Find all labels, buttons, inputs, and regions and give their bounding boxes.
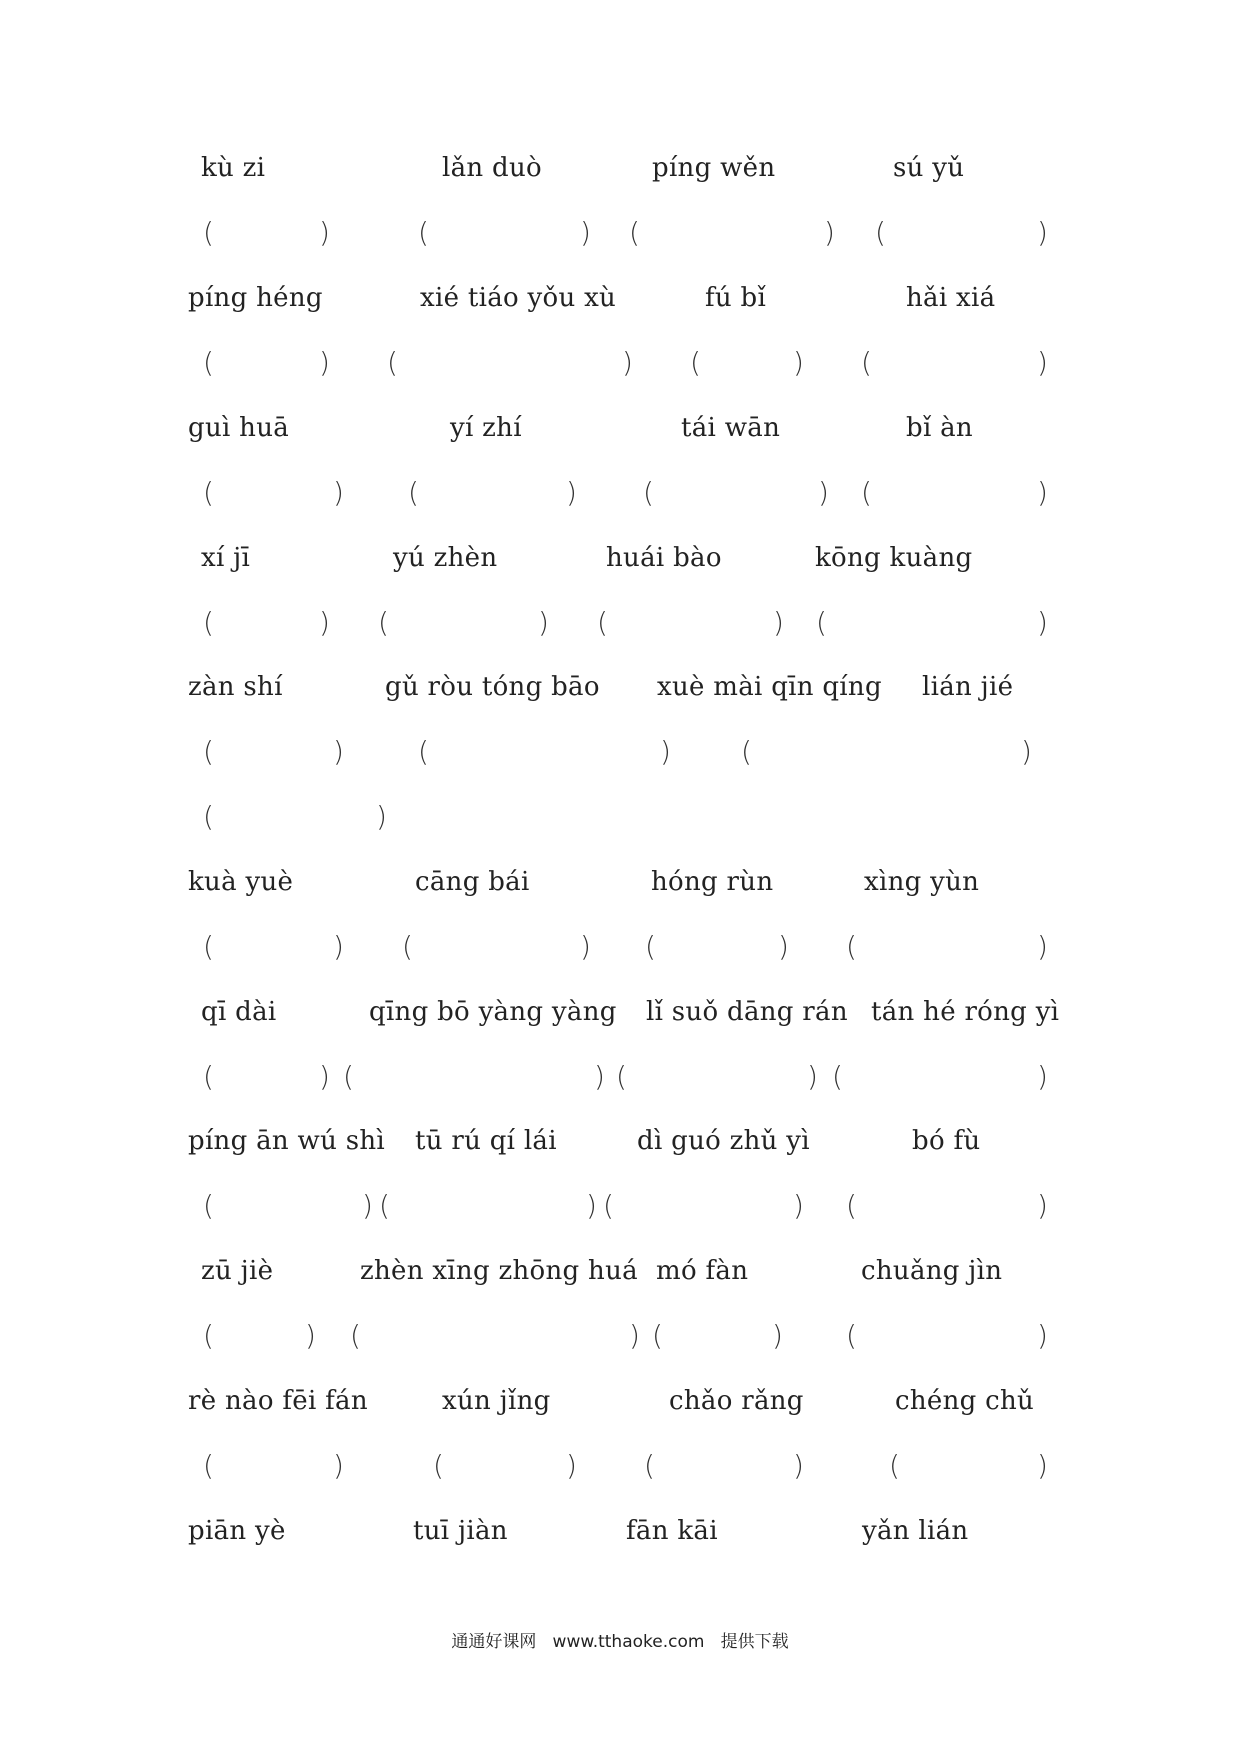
close-paren: ) <box>660 735 671 768</box>
open-paren: ( <box>203 735 214 768</box>
pinyin-word: tái wān <box>681 413 781 443</box>
pinyin-word: píng héng <box>188 283 323 313</box>
pinyin-word: fú bǐ <box>705 283 767 313</box>
close-paren: ) <box>319 216 330 249</box>
pinyin-word: lǎn duò <box>442 153 542 183</box>
open-paren: ( <box>203 800 214 833</box>
open-paren: ( <box>418 735 429 768</box>
open-paren: ( <box>203 1449 214 1482</box>
close-paren: ) <box>1037 216 1048 249</box>
pinyin-word: lián jié <box>922 672 1014 702</box>
pinyin-word: zū jiè <box>201 1256 274 1286</box>
open-paren: ( <box>203 1319 214 1352</box>
open-paren: ( <box>433 1449 444 1482</box>
pinyin-word: lǐ suǒ dāng rán <box>646 997 848 1027</box>
pinyin-word: bǐ àn <box>906 413 973 443</box>
open-paren: ( <box>418 216 429 249</box>
pinyin-row-3 <box>0 406 1240 450</box>
pinyin-word: yú zhèn <box>393 543 498 573</box>
open-paren: ( <box>861 476 872 509</box>
pinyin-word: kōng kuàng <box>815 543 973 573</box>
close-paren: ) <box>319 346 330 379</box>
pinyin-word: mó fàn <box>656 1256 749 1286</box>
pinyin-word: dì guó zhǔ yì <box>637 1126 810 1156</box>
close-paren: ) <box>778 930 789 963</box>
close-paren: ) <box>818 476 829 509</box>
pinyin-word: tán hé róng yì <box>871 997 1060 1027</box>
close-paren: ) <box>1037 476 1048 509</box>
close-paren: ) <box>580 216 591 249</box>
open-paren: ( <box>652 1319 663 1352</box>
pinyin-word: zàn shí <box>188 672 283 702</box>
open-paren: ( <box>889 1449 900 1482</box>
pinyin-row-2 <box>0 276 1240 320</box>
open-paren: ( <box>408 476 419 509</box>
open-paren: ( <box>846 930 857 963</box>
close-paren: ) <box>1037 346 1048 379</box>
open-paren: ( <box>616 1060 627 1093</box>
open-paren: ( <box>203 346 214 379</box>
answer-row-4 <box>0 601 1240 645</box>
answer-row-9 <box>0 1314 1240 1358</box>
pinyin-word: píng ān wú shì <box>188 1126 385 1156</box>
pinyin-word: sú yǔ <box>893 153 965 183</box>
close-paren: ) <box>594 1060 605 1093</box>
pinyin-word: piān yè <box>188 1516 286 1546</box>
pinyin-word: cāng bái <box>415 867 530 897</box>
pinyin-word: tū rú qí lái <box>415 1126 557 1156</box>
open-paren: ( <box>643 476 654 509</box>
open-paren: ( <box>816 606 827 639</box>
pinyin-word: píng wěn <box>652 153 776 183</box>
close-paren: ) <box>333 735 344 768</box>
open-paren: ( <box>203 606 214 639</box>
close-paren: ) <box>376 800 387 833</box>
close-paren: ) <box>333 930 344 963</box>
pinyin-row-8 <box>0 1119 1240 1163</box>
close-paren: ) <box>333 1449 344 1482</box>
close-paren: ) <box>305 1319 316 1352</box>
pinyin-word: yǎn lián <box>862 1516 969 1546</box>
pinyin-row-1 <box>0 146 1240 190</box>
close-paren: ) <box>1037 606 1048 639</box>
open-paren: ( <box>832 1060 843 1093</box>
close-paren: ) <box>319 606 330 639</box>
close-paren: ) <box>772 1319 783 1352</box>
close-paren: ) <box>1037 1060 1048 1093</box>
answer-row-3 <box>0 471 1240 515</box>
open-paren: ( <box>203 1060 214 1093</box>
answer-row-2 <box>0 341 1240 385</box>
pinyin-word: chǎo rǎng <box>669 1386 804 1416</box>
pinyin-word: tuī jiàn <box>413 1516 508 1546</box>
pinyin-word: hóng rùn <box>651 867 774 897</box>
close-paren: ) <box>793 1449 804 1482</box>
open-paren: ( <box>350 1319 361 1352</box>
open-paren: ( <box>846 1319 857 1352</box>
close-paren: ) <box>1037 1189 1048 1222</box>
close-paren: ) <box>538 606 549 639</box>
close-paren: ) <box>773 606 784 639</box>
pinyin-word: zhèn xīng zhōng huá <box>360 1256 638 1286</box>
page-footer <box>0 1628 1240 1656</box>
open-paren: ( <box>203 476 214 509</box>
pinyin-word: xí jī <box>201 543 251 573</box>
close-paren: ) <box>566 1449 577 1482</box>
close-paren: ) <box>362 1189 373 1222</box>
open-paren: ( <box>645 930 656 963</box>
pinyin-word: qīng bō yàng yàng <box>369 997 617 1027</box>
open-paren: ( <box>875 216 886 249</box>
pinyin-word: fān kāi <box>626 1516 718 1546</box>
pinyin-row-10 <box>0 1379 1240 1423</box>
open-paren: ( <box>690 346 701 379</box>
answer-row-1 <box>0 211 1240 255</box>
close-paren: ) <box>629 1319 640 1352</box>
open-paren: ( <box>603 1189 614 1222</box>
answer-row-8 <box>0 1184 1240 1228</box>
close-paren: ) <box>824 216 835 249</box>
close-paren: ) <box>580 930 591 963</box>
pinyin-word: guì huā <box>188 413 290 443</box>
pinyin-word: kù zi <box>201 153 266 183</box>
pinyin-word: chéng chǔ <box>895 1386 1035 1416</box>
pinyin-word: huái bào <box>606 543 722 573</box>
close-paren: ) <box>793 346 804 379</box>
pinyin-row-6 <box>0 860 1240 904</box>
answer-row-6 <box>0 925 1240 969</box>
pinyin-row-4 <box>0 536 1240 580</box>
close-paren: ) <box>586 1189 597 1222</box>
pinyin-word: xuè mài qīn qíng <box>657 672 882 702</box>
answer-row-10 <box>0 1444 1240 1488</box>
pinyin-word: yí zhí <box>450 413 522 443</box>
open-paren: ( <box>402 930 413 963</box>
open-paren: ( <box>861 346 872 379</box>
close-paren: ) <box>566 476 577 509</box>
open-paren: ( <box>387 346 398 379</box>
footer-site-name: 通通好课网 <box>451 1632 537 1652</box>
open-paren: ( <box>846 1189 857 1222</box>
close-paren: ) <box>793 1189 804 1222</box>
close-paren: ) <box>807 1060 818 1093</box>
pinyin-word: hǎi xiá <box>906 283 996 313</box>
answer-row-7 <box>0 1055 1240 1099</box>
pinyin-word: xié tiáo yǒu xù <box>420 283 617 313</box>
pinyin-word: xìng yùn <box>864 867 980 897</box>
pinyin-word: rè nào fēi fán <box>188 1386 368 1416</box>
open-paren: ( <box>203 216 214 249</box>
close-paren: ) <box>1037 1319 1048 1352</box>
close-paren: ) <box>319 1060 330 1093</box>
close-paren: ) <box>1037 930 1048 963</box>
open-paren: ( <box>343 1060 354 1093</box>
pinyin-word: gǔ ròu tóng bāo <box>385 672 600 702</box>
open-paren: ( <box>203 1189 214 1222</box>
open-paren: ( <box>644 1449 655 1482</box>
footer-suffix: 提供下载 <box>720 1632 789 1652</box>
open-paren: ( <box>203 930 214 963</box>
pinyin-word: chuǎng jìn <box>861 1256 1003 1286</box>
pinyin-row-5 <box>0 665 1240 709</box>
open-paren: ( <box>379 1189 390 1222</box>
pinyin-row-7 <box>0 990 1240 1034</box>
pinyin-word: bó fù <box>912 1126 981 1156</box>
pinyin-word: xún jǐng <box>442 1386 551 1416</box>
answer-row-5 <box>0 730 1240 833</box>
open-paren: ( <box>378 606 389 639</box>
pinyin-row-11 <box>0 1509 1240 1553</box>
close-paren: ) <box>1037 1449 1048 1482</box>
footer-url: www.tthaoke.com <box>552 1632 705 1652</box>
open-paren: ( <box>629 216 640 249</box>
open-paren: ( <box>597 606 608 639</box>
open-paren: ( <box>741 735 752 768</box>
pinyin-word: qī dài <box>201 997 277 1027</box>
close-paren: ) <box>1021 735 1032 768</box>
close-paren: ) <box>622 346 633 379</box>
close-paren: ) <box>333 476 344 509</box>
pinyin-row-9 <box>0 1249 1240 1293</box>
pinyin-word: kuà yuè <box>188 867 294 897</box>
